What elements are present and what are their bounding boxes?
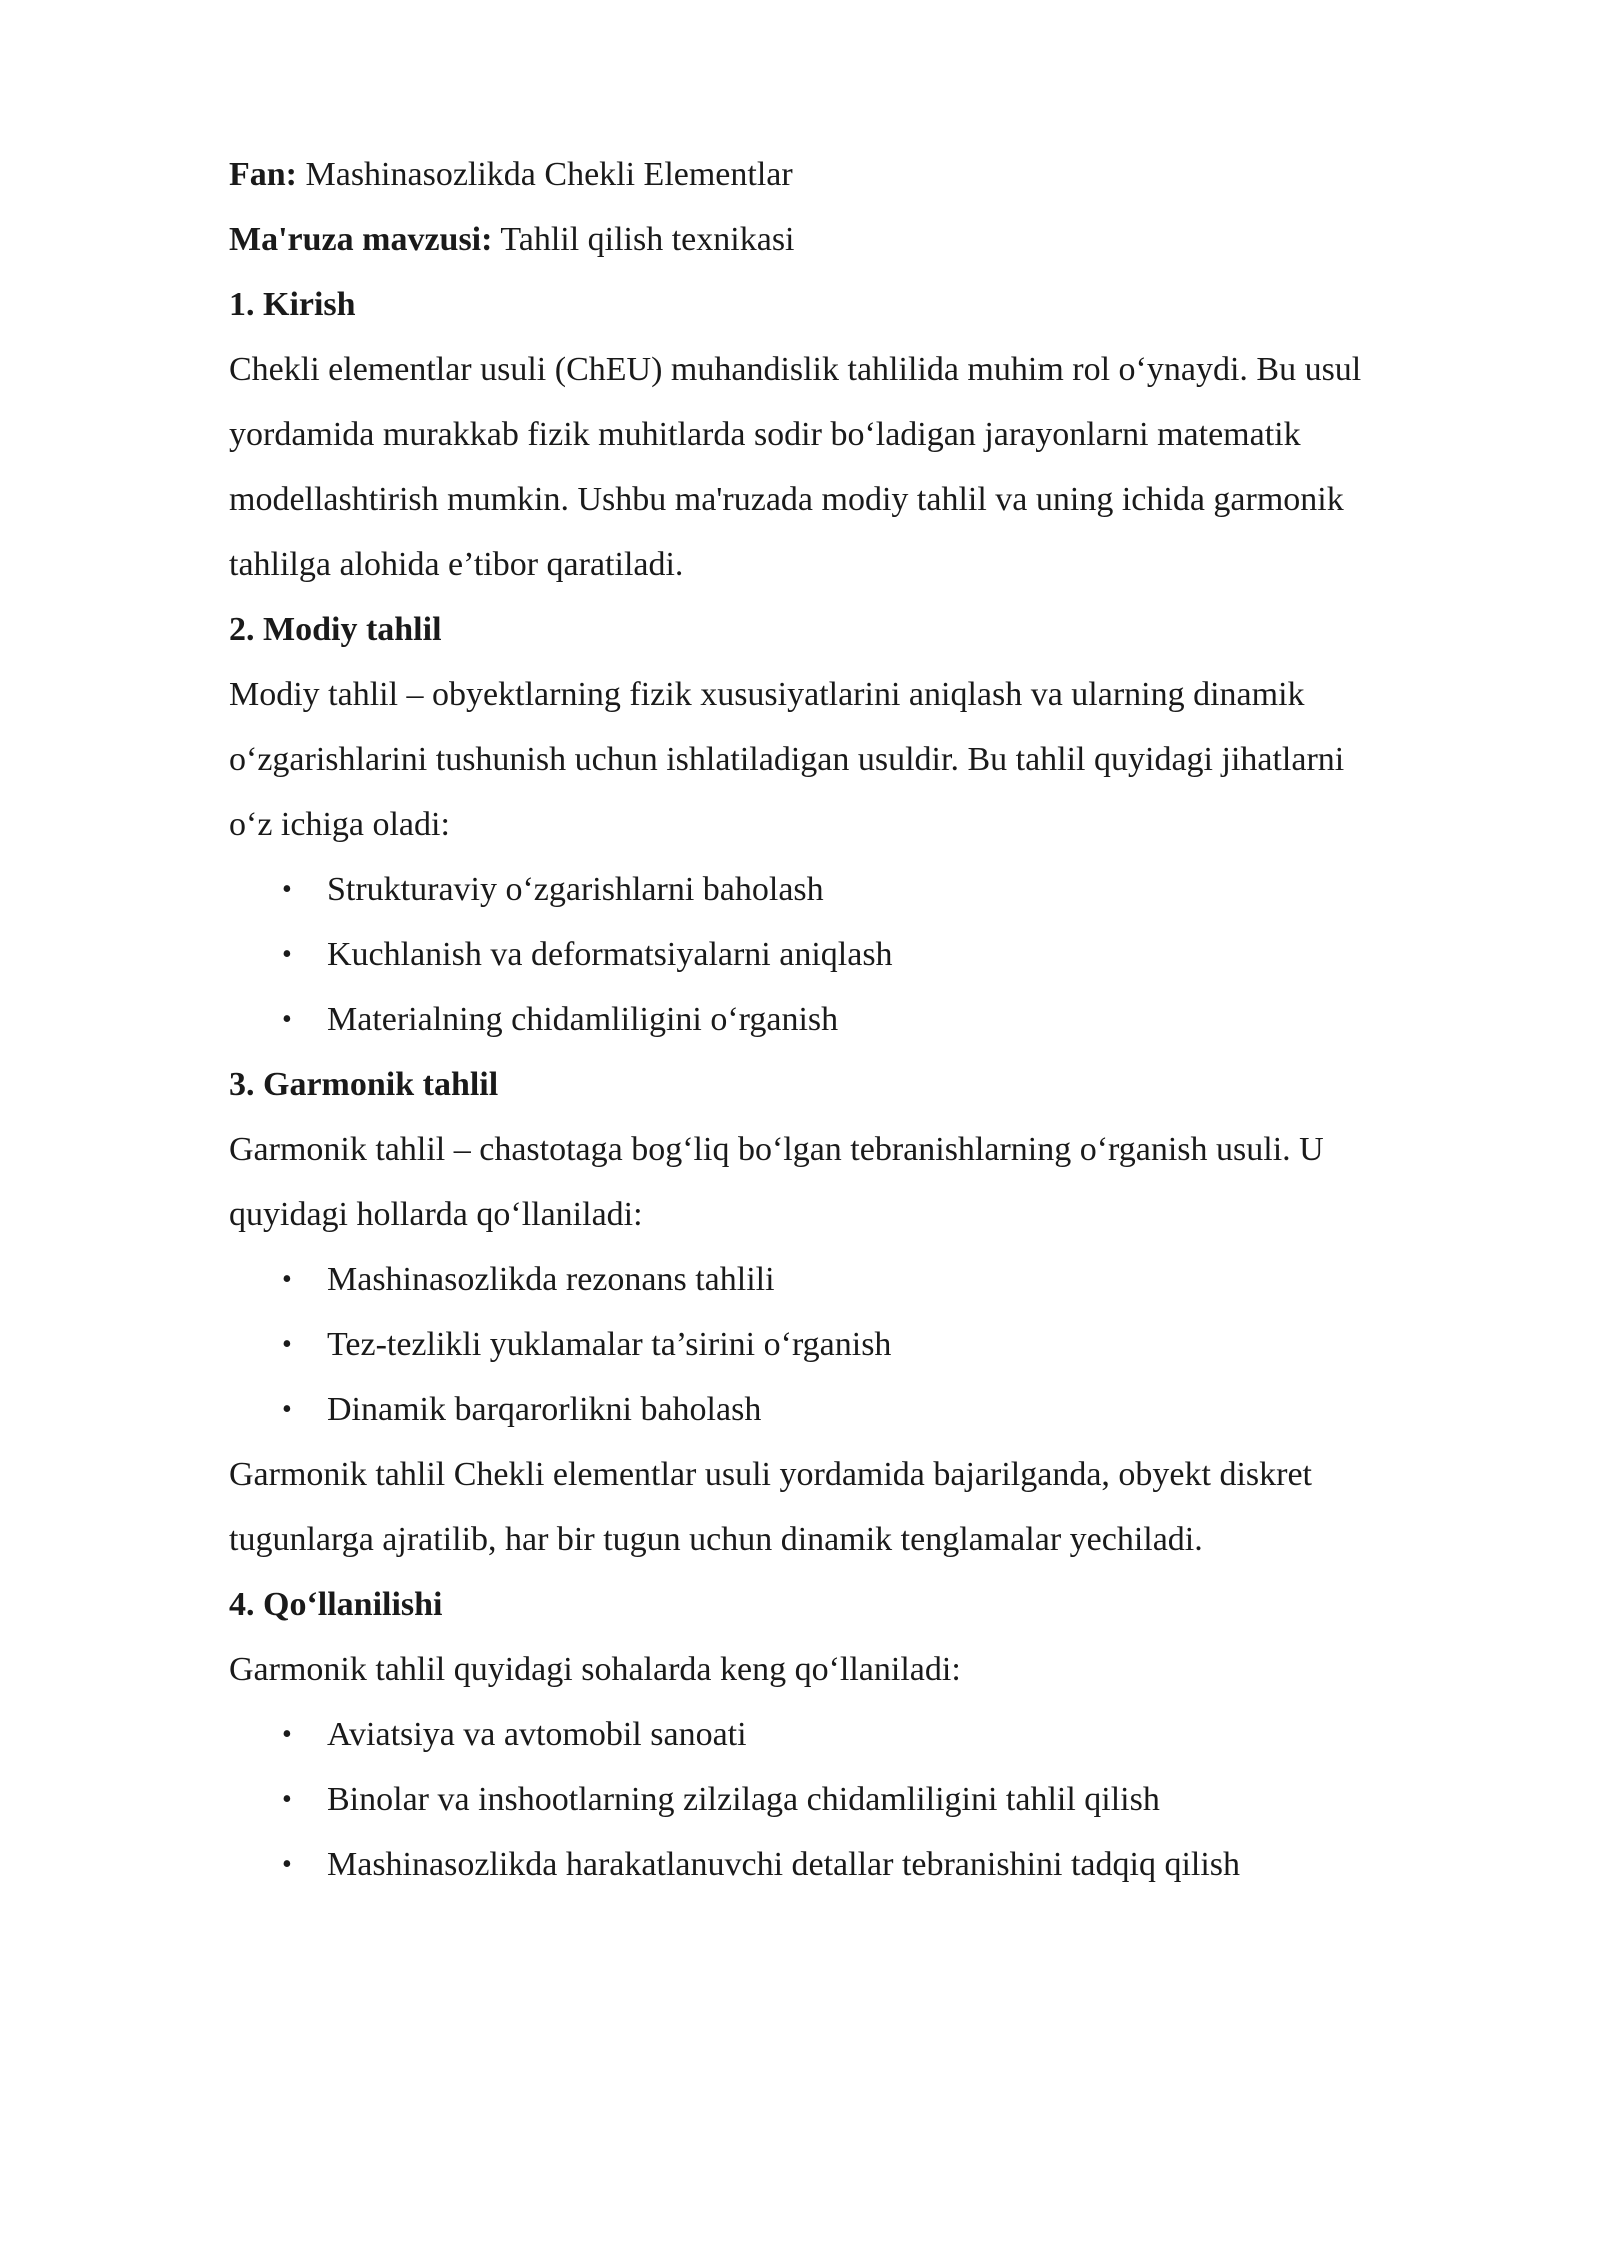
list-item <box>229 922 1519 987</box>
bullet-icon: • <box>282 1719 292 1750</box>
bullet-icon: • <box>282 939 292 970</box>
list-item <box>229 857 1519 922</box>
paragraph-line: tugunlarga ajratilib, har bir tugun uchun dinamik tenglamalar yechiladi. <box>229 1521 1203 1558</box>
list-item <box>229 1767 1519 1832</box>
bullet-list <box>229 1247 1519 1442</box>
subject-line <box>229 142 1519 207</box>
list-item <box>229 1702 1519 1767</box>
list-item <box>229 1247 1519 1312</box>
bullet-icon: • <box>282 1004 292 1035</box>
paragraph-line: Chekli elementlar usuli (ChEU) muhandislik tahlilida muhim rol oʻynaydi. Bu usul <box>229 351 1362 388</box>
bullet-icon: • <box>282 874 292 905</box>
list-item <box>229 1832 1519 1897</box>
paragraph-line: Garmonik tahlil – chastotaga bogʻliq boʻlgan tebranishlarning oʻrganish usuli. U <box>229 1131 1324 1168</box>
list-item-text: Tez-tezlikli yuklamalar ta’sirini oʻrganish <box>327 1326 892 1363</box>
list-item-text: Binolar va inshootlarning zilzilaga chidamliligini tahlil qilish <box>327 1781 1160 1818</box>
subject-value: Mashinasozlikda Chekli Elementlar <box>305 156 793 193</box>
paragraph-line: quyidagi hollarda qoʻllaniladi: <box>229 1196 643 1233</box>
list-item-text: Kuchlanish va deformatsiyalarni aniqlash <box>327 936 893 973</box>
bullet-icon: • <box>282 1394 292 1425</box>
paragraph-line: Garmonik tahlil quyidagi sohalarda keng qoʻllaniladi: <box>229 1651 961 1688</box>
list-item-text: Materialning chidamliligini oʻrganish <box>327 1001 839 1038</box>
document-page <box>229 142 1519 1897</box>
section-introduction <box>229 272 1519 597</box>
bullet-list <box>229 1702 1519 1897</box>
paragraph-line: oʻz ichiga oladi: <box>229 806 450 843</box>
paragraph-line: modellashtirish mumkin. Ushbu ma'ruzada modiy tahlil va uning ichida garmonik <box>229 481 1344 518</box>
paragraph-line: oʻzgarishlarini tushunish uchun ishlatiladigan usuldir. Bu tahlil quyidagi jihatlarni <box>229 741 1345 778</box>
section-harmonic-analysis <box>229 1052 1519 1572</box>
list-item <box>229 1377 1519 1442</box>
bullet-list <box>229 857 1519 1052</box>
list-item-text: Dinamik barqarorlikni baholash <box>327 1391 762 1428</box>
bullet-icon: • <box>282 1784 292 1815</box>
list-item-text: Aviatsiya va avtomobil sanoati <box>327 1716 747 1753</box>
topic-label: Ma'ruza mavzusi: <box>229 221 493 258</box>
subject-label: Fan: <box>229 156 297 193</box>
paragraph-line: Modiy tahlil – obyektlarning fizik xususiyatlarini aniqlash va ularning dinamik <box>229 676 1305 713</box>
section-heading: 1. Kirish <box>229 286 356 323</box>
paragraph-line: tahlilga alohida e’tibor qaratiladi. <box>229 546 684 583</box>
paragraph-line: Garmonik tahlil Chekli elementlar usuli yordamida bajarilganda, obyekt diskret <box>229 1456 1312 1493</box>
bullet-icon: • <box>282 1329 292 1360</box>
list-item <box>229 1312 1519 1377</box>
section-heading: 3. Garmonik tahlil <box>229 1066 499 1103</box>
list-item-text: Mashinasozlikda harakatlanuvchi detallar tebranishini tadqiq qilish <box>327 1846 1241 1883</box>
bullet-icon: • <box>282 1849 292 1880</box>
section-heading: 4. Qoʻllanilishi <box>229 1586 443 1623</box>
list-item <box>229 987 1519 1052</box>
topic-value: Tahlil qilish texnikasi <box>500 221 795 258</box>
bullet-icon: • <box>282 1264 292 1295</box>
section-heading: 2. Modiy tahlil <box>229 611 442 648</box>
section-applications <box>229 1572 1519 1897</box>
topic-line <box>229 207 1519 272</box>
list-item-text: Strukturaviy oʻzgarishlarni baholash <box>327 871 824 908</box>
paragraph-line: yordamida murakkab fizik muhitlarda sodir boʻladigan jarayonlarni matematik <box>229 416 1301 453</box>
section-modal-analysis <box>229 597 1519 1052</box>
list-item-text: Mashinasozlikda rezonans tahlili <box>327 1261 775 1298</box>
